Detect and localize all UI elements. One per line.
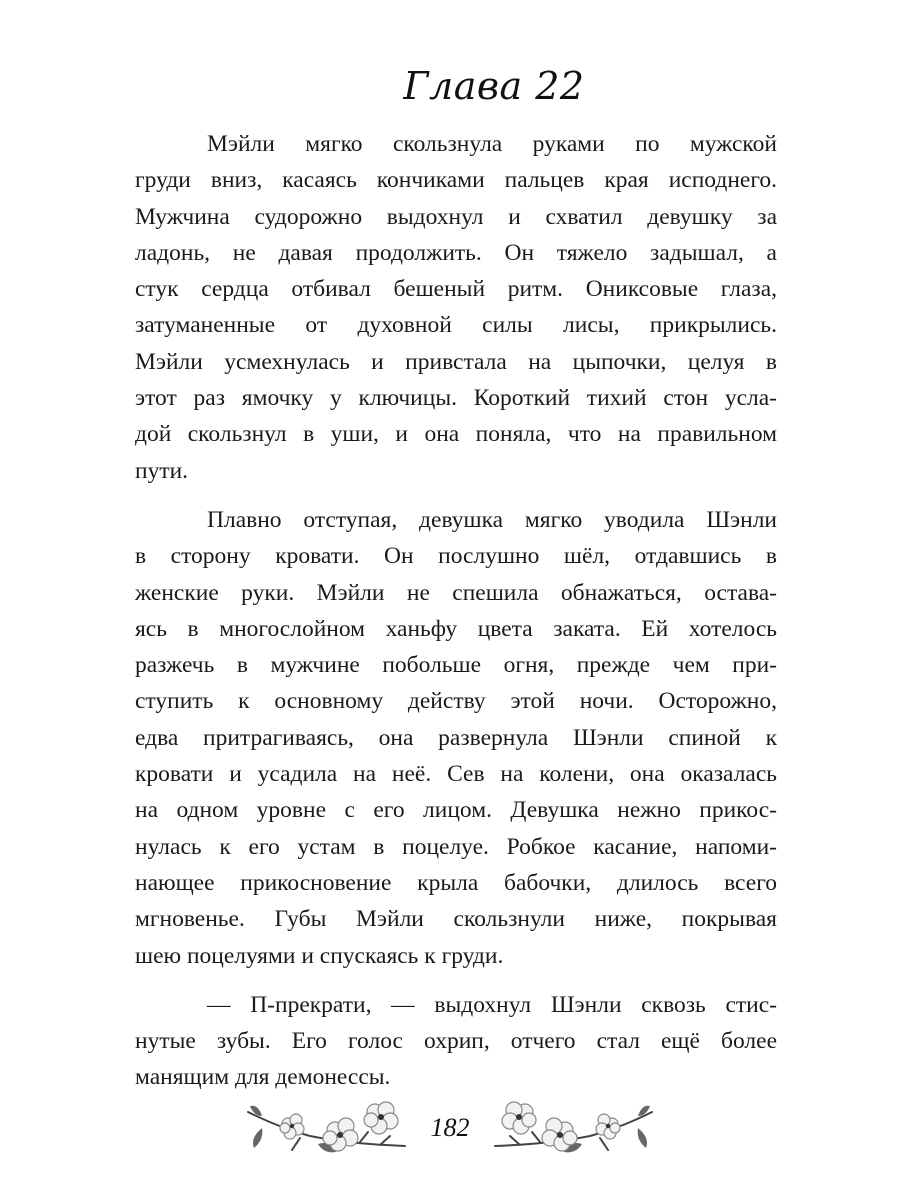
paragraph-gap	[135, 974, 777, 987]
paragraph-1	[135, 126, 777, 489]
text-line: в сторону кровати. Он послушно шёл, отдавшись в	[135, 543, 777, 570]
page-number: 182	[430, 1113, 470, 1142]
text-line: нулась к его устам в поцелуе. Робкое касание, напоми-	[135, 833, 777, 860]
text-line: ясь в многослойном ханьфу цвета заката. Ей хотелось	[135, 615, 777, 642]
paragraph-2	[135, 502, 777, 974]
text-line: едва притрагиваясь, она развернула Шэнли спиной к	[135, 724, 777, 751]
text-line: мгновенье. Губы Мэйли скользнули ниже, покрывая	[135, 906, 777, 933]
text-line: Мэйли мягко скользнула руками по мужской	[207, 131, 777, 157]
text-line: ступить к основному действу этой ночи. Осторожно,	[135, 688, 777, 715]
text-line: нающее прикосновение крыла бабочки, длилось всего	[135, 869, 777, 896]
chapter-title: Глава 22	[403, 64, 585, 108]
cherry-blossom-branch-right-icon	[490, 1098, 660, 1158]
text-line: Плавно отступая, девушка мягко уводила Шэнли	[207, 506, 777, 533]
text-line: — П-прекрати, — выдохнул Шэнли сквозь стис-	[207, 991, 777, 1018]
text-line: ладонь, не давая продолжить. Он тяжело задышал, а	[135, 239, 777, 266]
text-line: женские руки. Мэйли не спешила обнажаться, остава-	[135, 579, 777, 606]
text-line: пути.	[135, 457, 189, 484]
page-footer	[240, 1098, 660, 1158]
text-line: Мэйли усмехнулась и привстала на цыпочки, целуя в	[135, 348, 777, 375]
cherry-blossom-branch-left-icon	[240, 1098, 410, 1158]
text-line: затуманенные от духовной силы лисы, прикрылись.	[135, 312, 777, 339]
text-line: дой скользнул в уши, и она поняла, что на правильном	[135, 421, 777, 448]
text-line: разжечь в мужчине побольше огня, прежде чем при-	[135, 652, 777, 679]
paragraph-3	[135, 987, 777, 1096]
paragraph-gap	[135, 489, 777, 502]
text-line: кровати и усадила на неё. Сев на колени, она оказалась	[135, 761, 777, 788]
text-line: Мужчина судорожно выдохнул и схватил девушку за	[135, 203, 777, 230]
text-line: этот раз ямочку у ключицы. Короткий тихий стон усла-	[135, 385, 777, 412]
text-line: манящим для демонессы.	[135, 1064, 391, 1091]
text-line: на одном уровне с его лицом. Девушка нежно прикос-	[135, 797, 777, 824]
text-line: стук сердца отбивал бешеный ритм. Ониксовые глаза,	[135, 276, 777, 303]
text-line: нутые зубы. Его голос охрип, отчего стал ещё более	[135, 1028, 777, 1055]
text-line: груди вниз, касаясь кончиками пальцев края исподнего.	[135, 167, 777, 194]
text-line: шею поцелуями и спускаясь к груди.	[135, 942, 504, 969]
body-text	[135, 126, 777, 1096]
